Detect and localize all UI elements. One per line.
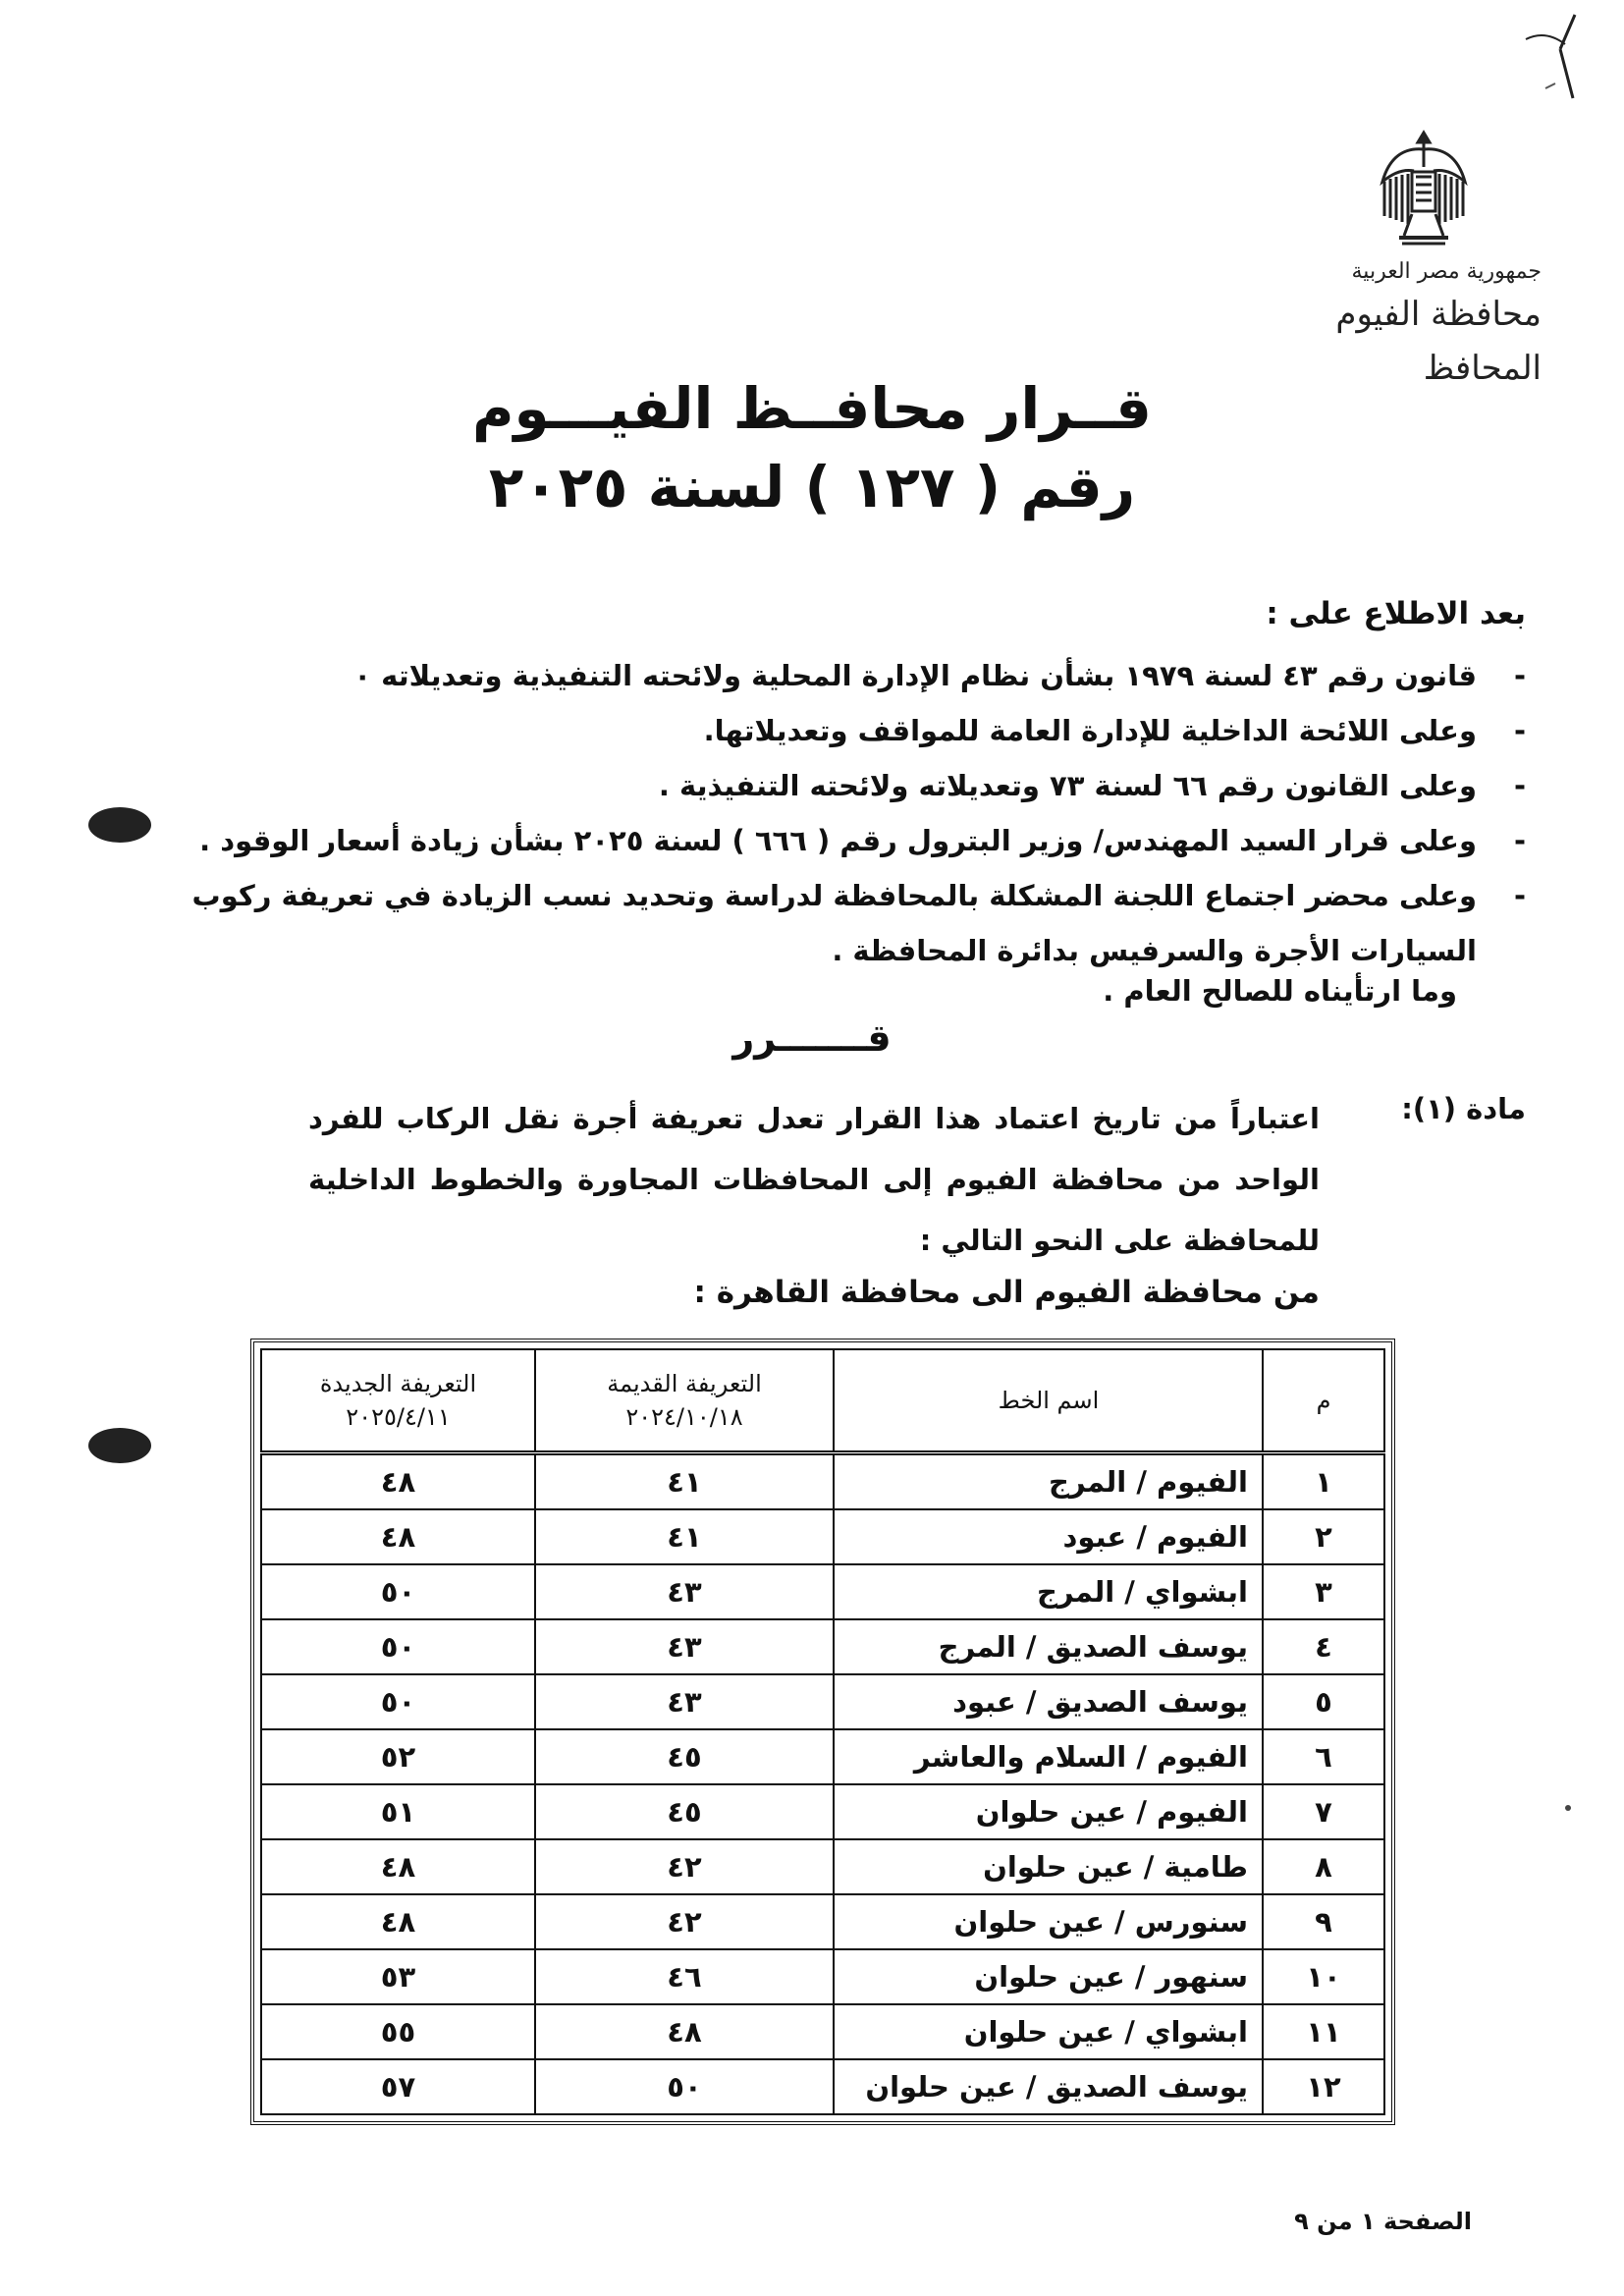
cell-line: ابشواي / عين حلوان bbox=[834, 2004, 1263, 2059]
eagle-emblem-icon bbox=[1375, 128, 1473, 255]
preamble-clause: - وعلى القانون رقم ٦٦ لسنة ٧٣ وتعديلاته ولائحته التنفيذية . bbox=[658, 769, 1526, 802]
cell-new-fare: ٥٧ bbox=[261, 2059, 535, 2114]
preamble-clause: - وعلى قرار السيد المهندس/ وزير البترول رقم ( ٦٦٦ ) لسنة ٢٠٢٥ بشأن زيادة أسعار الوقود . bbox=[199, 824, 1526, 857]
table-row bbox=[261, 1564, 1384, 1619]
cell-new-fare: ٥٠ bbox=[261, 1619, 535, 1674]
cell-no: ٣ bbox=[1263, 1564, 1384, 1619]
cell-no: ٨ bbox=[1263, 1839, 1384, 1894]
scan-speck bbox=[1565, 1805, 1571, 1811]
cell-no: ١ bbox=[1263, 1453, 1384, 1510]
cell-old-fare: ٤٥ bbox=[535, 1784, 834, 1839]
cell-no: ٧ bbox=[1263, 1784, 1384, 1839]
fare-table bbox=[250, 1339, 1395, 2125]
preamble-clause: - وعلى اللائحة الداخلية للإدارة العامة للمواقف وتعديلاتها. bbox=[703, 714, 1526, 747]
cell-old-fare: ٤٥ bbox=[535, 1729, 834, 1784]
table-row bbox=[261, 1729, 1384, 1784]
table-row bbox=[261, 1509, 1384, 1564]
punch-hole bbox=[88, 807, 151, 843]
cell-new-fare: ٥٠ bbox=[261, 1674, 535, 1729]
cell-no: ١٠ bbox=[1263, 1949, 1384, 2004]
cell-line: الفيوم / عبود bbox=[834, 1509, 1263, 1564]
punch-hole bbox=[88, 1428, 151, 1463]
handwritten-corner-mark bbox=[1506, 10, 1595, 128]
cell-old-fare: ٤٣ bbox=[535, 1619, 834, 1674]
cell-line: طامية / عين حلوان bbox=[834, 1839, 1263, 1894]
cell-old-fare: ٤٢ bbox=[535, 1839, 834, 1894]
cell-new-fare: ٤٨ bbox=[261, 1839, 535, 1894]
cell-old-fare: ٥٠ bbox=[535, 2059, 834, 2114]
decree-title: قــرار محافــظ الفيـــوم bbox=[471, 375, 1152, 442]
col-header-line: اسم الخط bbox=[834, 1349, 1263, 1453]
article-text: اعتباراً من تاريخ اعتماد هذا القرار تعدل تعريفة أجرة نقل الركاب للفرد الواحد من محافظة الفيوم إلى المحافظات المجاورة والخطوط الداخلية للمحافظة على النحو التالي : bbox=[308, 1102, 1320, 1257]
table-row bbox=[261, 2059, 1384, 2114]
cell-new-fare: ٥٥ bbox=[261, 2004, 535, 2059]
table-row bbox=[261, 1784, 1384, 1839]
cell-line: يوسف الصديق / عبود bbox=[834, 1674, 1263, 1729]
page-number: الصفحة ١ من ٩ bbox=[1294, 2208, 1472, 2235]
cell-old-fare: ٤١ bbox=[535, 1453, 834, 1510]
cell-no: ٤ bbox=[1263, 1619, 1384, 1674]
cell-old-fare: ٤١ bbox=[535, 1509, 834, 1564]
cell-no: ١١ bbox=[1263, 2004, 1384, 2059]
cell-line: سنهور / عين حلوان bbox=[834, 1949, 1263, 2004]
cell-new-fare: ٥٢ bbox=[261, 1729, 535, 1784]
cell-old-fare: ٤٨ bbox=[535, 2004, 834, 2059]
cell-old-fare: ٤٣ bbox=[535, 1674, 834, 1729]
table-row bbox=[261, 1453, 1384, 1510]
preamble-clause: - وعلى محضر اجتماع اللجنة المشكلة بالمحافظة لدراسة وتحديد نسب الزيادة في تعريفة ركوب السيارات الأجرة والسرفيس بدائرة المحافظة . bbox=[191, 879, 1526, 967]
cell-line: يوسف الصديق / المرج bbox=[834, 1619, 1263, 1674]
table-row bbox=[261, 1894, 1384, 1949]
table-row bbox=[261, 2004, 1384, 2059]
cell-no: ٩ bbox=[1263, 1894, 1384, 1949]
cell-no: ٢ bbox=[1263, 1509, 1384, 1564]
article-label: مادة (١): bbox=[1401, 1092, 1526, 1125]
decree-number: رقم ( ١٢٧ ) لسنة ٢٠٢٥ bbox=[488, 454, 1136, 520]
cell-new-fare: ٤٨ bbox=[261, 1509, 535, 1564]
cell-no: ٥ bbox=[1263, 1674, 1384, 1729]
cell-line: سنورس / عين حلوان bbox=[834, 1894, 1263, 1949]
governor-office-signature: المحافظ bbox=[1423, 349, 1542, 388]
cell-line: الفيوم / عين حلوان bbox=[834, 1784, 1263, 1839]
preamble-closing: وما ارتأيناه للصالح العام . bbox=[1103, 974, 1457, 1008]
cell-new-fare: ٥١ bbox=[261, 1784, 535, 1839]
cell-no: ١٢ bbox=[1263, 2059, 1384, 2114]
table-row bbox=[261, 1949, 1384, 2004]
preamble-clauses bbox=[92, 648, 1526, 978]
cell-line: يوسف الصديق / عين حلوان bbox=[834, 2059, 1263, 2114]
cell-old-fare: ٤٣ bbox=[535, 1564, 834, 1619]
cell-line: ابشواي / المرج bbox=[834, 1564, 1263, 1619]
preamble-intro: بعد الاطلاع على : bbox=[1266, 596, 1526, 631]
cell-no: ٦ bbox=[1263, 1729, 1384, 1784]
preamble-clause: - قانون رقم ٤٣ لسنة ١٩٧٩ بشأن نظام الإدارة المحلية ولائحته التنفيذية وتعديلاته ٠ bbox=[353, 659, 1526, 692]
cell-new-fare: ٥٠ bbox=[261, 1564, 535, 1619]
cell-old-fare: ٤٢ bbox=[535, 1894, 834, 1949]
cell-new-fare: ٤٨ bbox=[261, 1894, 535, 1949]
col-header-no: م bbox=[1263, 1349, 1384, 1453]
cell-old-fare: ٤٦ bbox=[535, 1949, 834, 2004]
col-header-new-fare: التعريفة الجديدة ٢٠٢٥/٤/١١ bbox=[261, 1349, 535, 1453]
table-row bbox=[261, 1839, 1384, 1894]
cell-new-fare: ٤٨ bbox=[261, 1453, 535, 1510]
col-header-old-fare: التعريفة القديمة ٢٠٢٤/١٠/١٨ bbox=[535, 1349, 834, 1453]
country-line: جمهورية مصر العربية bbox=[1351, 259, 1542, 284]
cell-line: الفيوم / السلام والعاشر bbox=[834, 1729, 1263, 1784]
decision-heading: قـــــــرر bbox=[732, 1016, 892, 1060]
table-row bbox=[261, 1619, 1384, 1674]
cell-new-fare: ٥٣ bbox=[261, 1949, 535, 2004]
table-row bbox=[261, 1674, 1384, 1729]
table-header-row bbox=[261, 1349, 1384, 1453]
cell-line: الفيوم / المرج bbox=[834, 1453, 1263, 1510]
governorate-signature: محافظة الفيوم bbox=[1335, 295, 1542, 334]
section-title: من محافظة الفيوم الى محافظة القاهرة : bbox=[693, 1275, 1320, 1310]
